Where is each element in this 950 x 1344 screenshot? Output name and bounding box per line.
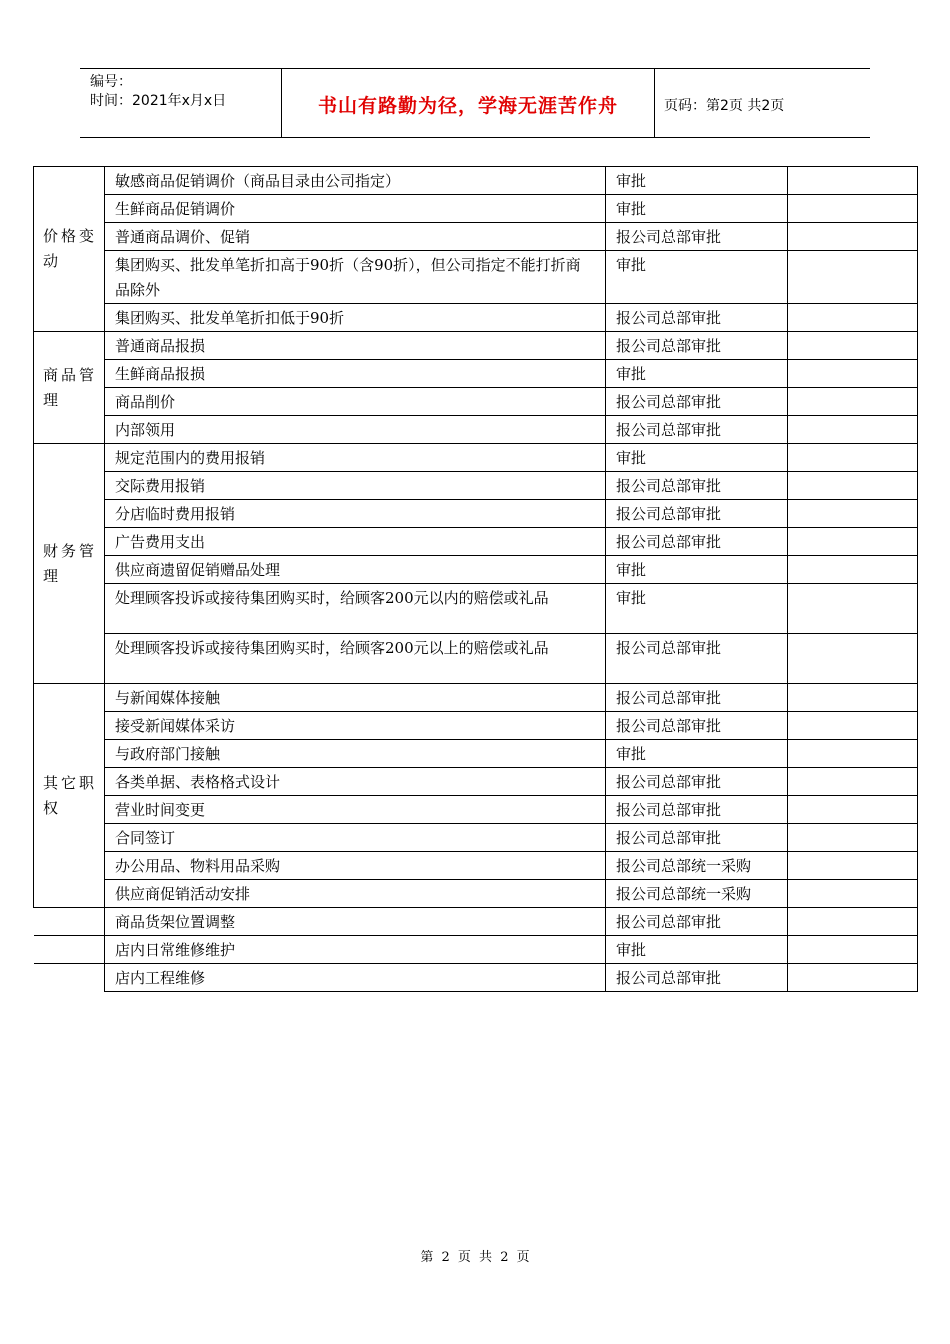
note-cell <box>788 528 918 556</box>
note-cell <box>788 936 918 964</box>
item-cell: 生鲜商品促销调价 <box>105 195 606 223</box>
table-row <box>34 167 918 195</box>
item-cell: 处理顾客投诉或接待集团购买时，给顾客200元以上的赔偿或礼品 <box>105 634 606 684</box>
item-cell: 办公用品、物料用品采购 <box>105 852 606 880</box>
approval-cell: 报公司总部审批 <box>606 332 788 360</box>
note-cell <box>788 964 918 992</box>
note-cell <box>788 388 918 416</box>
approval-cell: 报公司总部审批 <box>606 388 788 416</box>
note-cell <box>788 416 918 444</box>
approval-cell: 审批 <box>606 936 788 964</box>
item-cell: 营业时间变更 <box>105 796 606 824</box>
item-cell: 店内日常维修维护 <box>105 936 606 964</box>
note-cell <box>788 880 918 908</box>
empty-cell <box>34 964 105 992</box>
page-footer: 第 2 页 共 2 页 <box>420 1250 530 1265</box>
approval-cell: 审批 <box>606 251 788 304</box>
approval-cell: 审批 <box>606 556 788 584</box>
item-cell: 生鲜商品报损 <box>105 360 606 388</box>
table-row <box>34 634 918 684</box>
table-row <box>34 796 918 824</box>
note-cell <box>788 223 918 251</box>
table-row <box>34 500 918 528</box>
table-row <box>34 360 918 388</box>
item-cell: 集团购买、批发单笔折扣高于90折（含90折），但公司指定不能打折商品除外 <box>105 251 606 304</box>
note-cell <box>788 444 918 472</box>
note-cell <box>788 332 918 360</box>
table-row <box>34 824 918 852</box>
approval-cell: 审批 <box>606 740 788 768</box>
item-cell: 敏感商品促销调价（商品目录由公司指定） <box>105 167 606 195</box>
item-cell: 接受新闻媒体采访 <box>105 712 606 740</box>
item-cell: 集团购买、批发单笔折扣低于90折 <box>105 304 606 332</box>
table-row <box>34 768 918 796</box>
table-row <box>34 388 918 416</box>
header-divider <box>654 69 655 137</box>
note-cell <box>788 908 918 936</box>
item-cell: 供应商促销活动安排 <box>105 880 606 908</box>
item-cell: 内部领用 <box>105 416 606 444</box>
header-meta <box>90 73 226 111</box>
note-cell <box>788 195 918 223</box>
table-row <box>34 223 918 251</box>
item-cell: 分店临时费用报销 <box>105 500 606 528</box>
note-cell <box>788 796 918 824</box>
approval-cell: 审批 <box>606 360 788 388</box>
note-cell <box>788 472 918 500</box>
category-cell: 价格变动 <box>34 167 105 332</box>
category-cell: 其它职权 <box>34 684 105 908</box>
table-row <box>34 908 918 936</box>
table-row <box>34 416 918 444</box>
approval-cell: 报公司总部审批 <box>606 768 788 796</box>
note-cell <box>788 584 918 634</box>
item-cell: 供应商遗留促销赠品处理 <box>105 556 606 584</box>
approval-cell: 报公司总部审批 <box>606 824 788 852</box>
approval-cell: 审批 <box>606 195 788 223</box>
approval-cell: 审批 <box>606 584 788 634</box>
item-cell: 店内工程维修 <box>105 964 606 992</box>
note-cell <box>788 740 918 768</box>
category-cell: 商品管理 <box>34 332 105 444</box>
approval-cell: 报公司总部审批 <box>606 964 788 992</box>
item-cell: 与新闻媒体接触 <box>105 684 606 712</box>
note-cell <box>788 500 918 528</box>
note-cell <box>788 167 918 195</box>
approval-cell: 审批 <box>606 167 788 195</box>
table-row <box>34 556 918 584</box>
note-cell <box>788 556 918 584</box>
approval-cell: 报公司总部审批 <box>606 712 788 740</box>
note-cell <box>788 634 918 684</box>
item-cell: 合同签订 <box>105 824 606 852</box>
item-cell: 各类单据、表格格式设计 <box>105 768 606 796</box>
approval-cell: 报公司总部审批 <box>606 472 788 500</box>
document-date-label: 时间：2021年x月x日 <box>90 93 227 109</box>
note-cell <box>788 712 918 740</box>
empty-cell <box>34 908 105 936</box>
table-row <box>34 444 918 472</box>
table-row <box>34 712 918 740</box>
approval-cell: 报公司总部审批 <box>606 500 788 528</box>
approval-cell: 报公司总部审批 <box>606 223 788 251</box>
table-row <box>34 880 918 908</box>
page-header <box>80 68 870 138</box>
note-cell <box>788 360 918 388</box>
table-row <box>34 964 918 992</box>
item-cell: 普通商品调价、促销 <box>105 223 606 251</box>
table-row <box>34 528 918 556</box>
table-row <box>34 740 918 768</box>
item-cell: 与政府部门接触 <box>105 740 606 768</box>
document-number-label: 编号： <box>90 74 132 90</box>
note-cell <box>788 824 918 852</box>
item-cell: 商品货架位置调整 <box>105 908 606 936</box>
note-cell <box>788 251 918 304</box>
item-cell: 商品削价 <box>105 388 606 416</box>
note-cell <box>788 304 918 332</box>
header-motto: 书山有路勤为径，学海无涯苦作舟 <box>317 95 618 117</box>
table-row <box>34 584 918 634</box>
table-row <box>34 195 918 223</box>
table-row <box>34 304 918 332</box>
approval-cell: 报公司总部审批 <box>606 908 788 936</box>
approval-cell: 报公司总部审批 <box>606 634 788 684</box>
table-row <box>34 852 918 880</box>
approval-cell: 报公司总部审批 <box>606 528 788 556</box>
note-cell <box>788 684 918 712</box>
table-row <box>34 684 918 712</box>
header-page-number: 页码：第2页 共2页 <box>664 98 785 114</box>
empty-cell <box>34 936 105 964</box>
item-cell: 处理顾客投诉或接待集团购买时，给顾客200元以内的赔偿或礼品 <box>105 584 606 634</box>
approval-cell: 报公司总部审批 <box>606 304 788 332</box>
approval-cell: 报公司总部审批 <box>606 796 788 824</box>
note-cell <box>788 768 918 796</box>
approval-cell: 审批 <box>606 444 788 472</box>
authority-table <box>33 166 918 992</box>
approval-cell: 报公司总部审批 <box>606 416 788 444</box>
item-cell: 交际费用报销 <box>105 472 606 500</box>
note-cell <box>788 852 918 880</box>
table-row <box>34 936 918 964</box>
item-cell: 广告费用支出 <box>105 528 606 556</box>
category-cell: 财务管理 <box>34 444 105 684</box>
table-row <box>34 251 918 304</box>
approval-cell: 报公司总部统一采购 <box>606 880 788 908</box>
table-row <box>34 332 918 360</box>
approval-cell: 报公司总部审批 <box>606 684 788 712</box>
item-cell: 普通商品报损 <box>105 332 606 360</box>
approval-cell: 报公司总部统一采购 <box>606 852 788 880</box>
item-cell: 规定范围内的费用报销 <box>105 444 606 472</box>
table-row <box>34 472 918 500</box>
